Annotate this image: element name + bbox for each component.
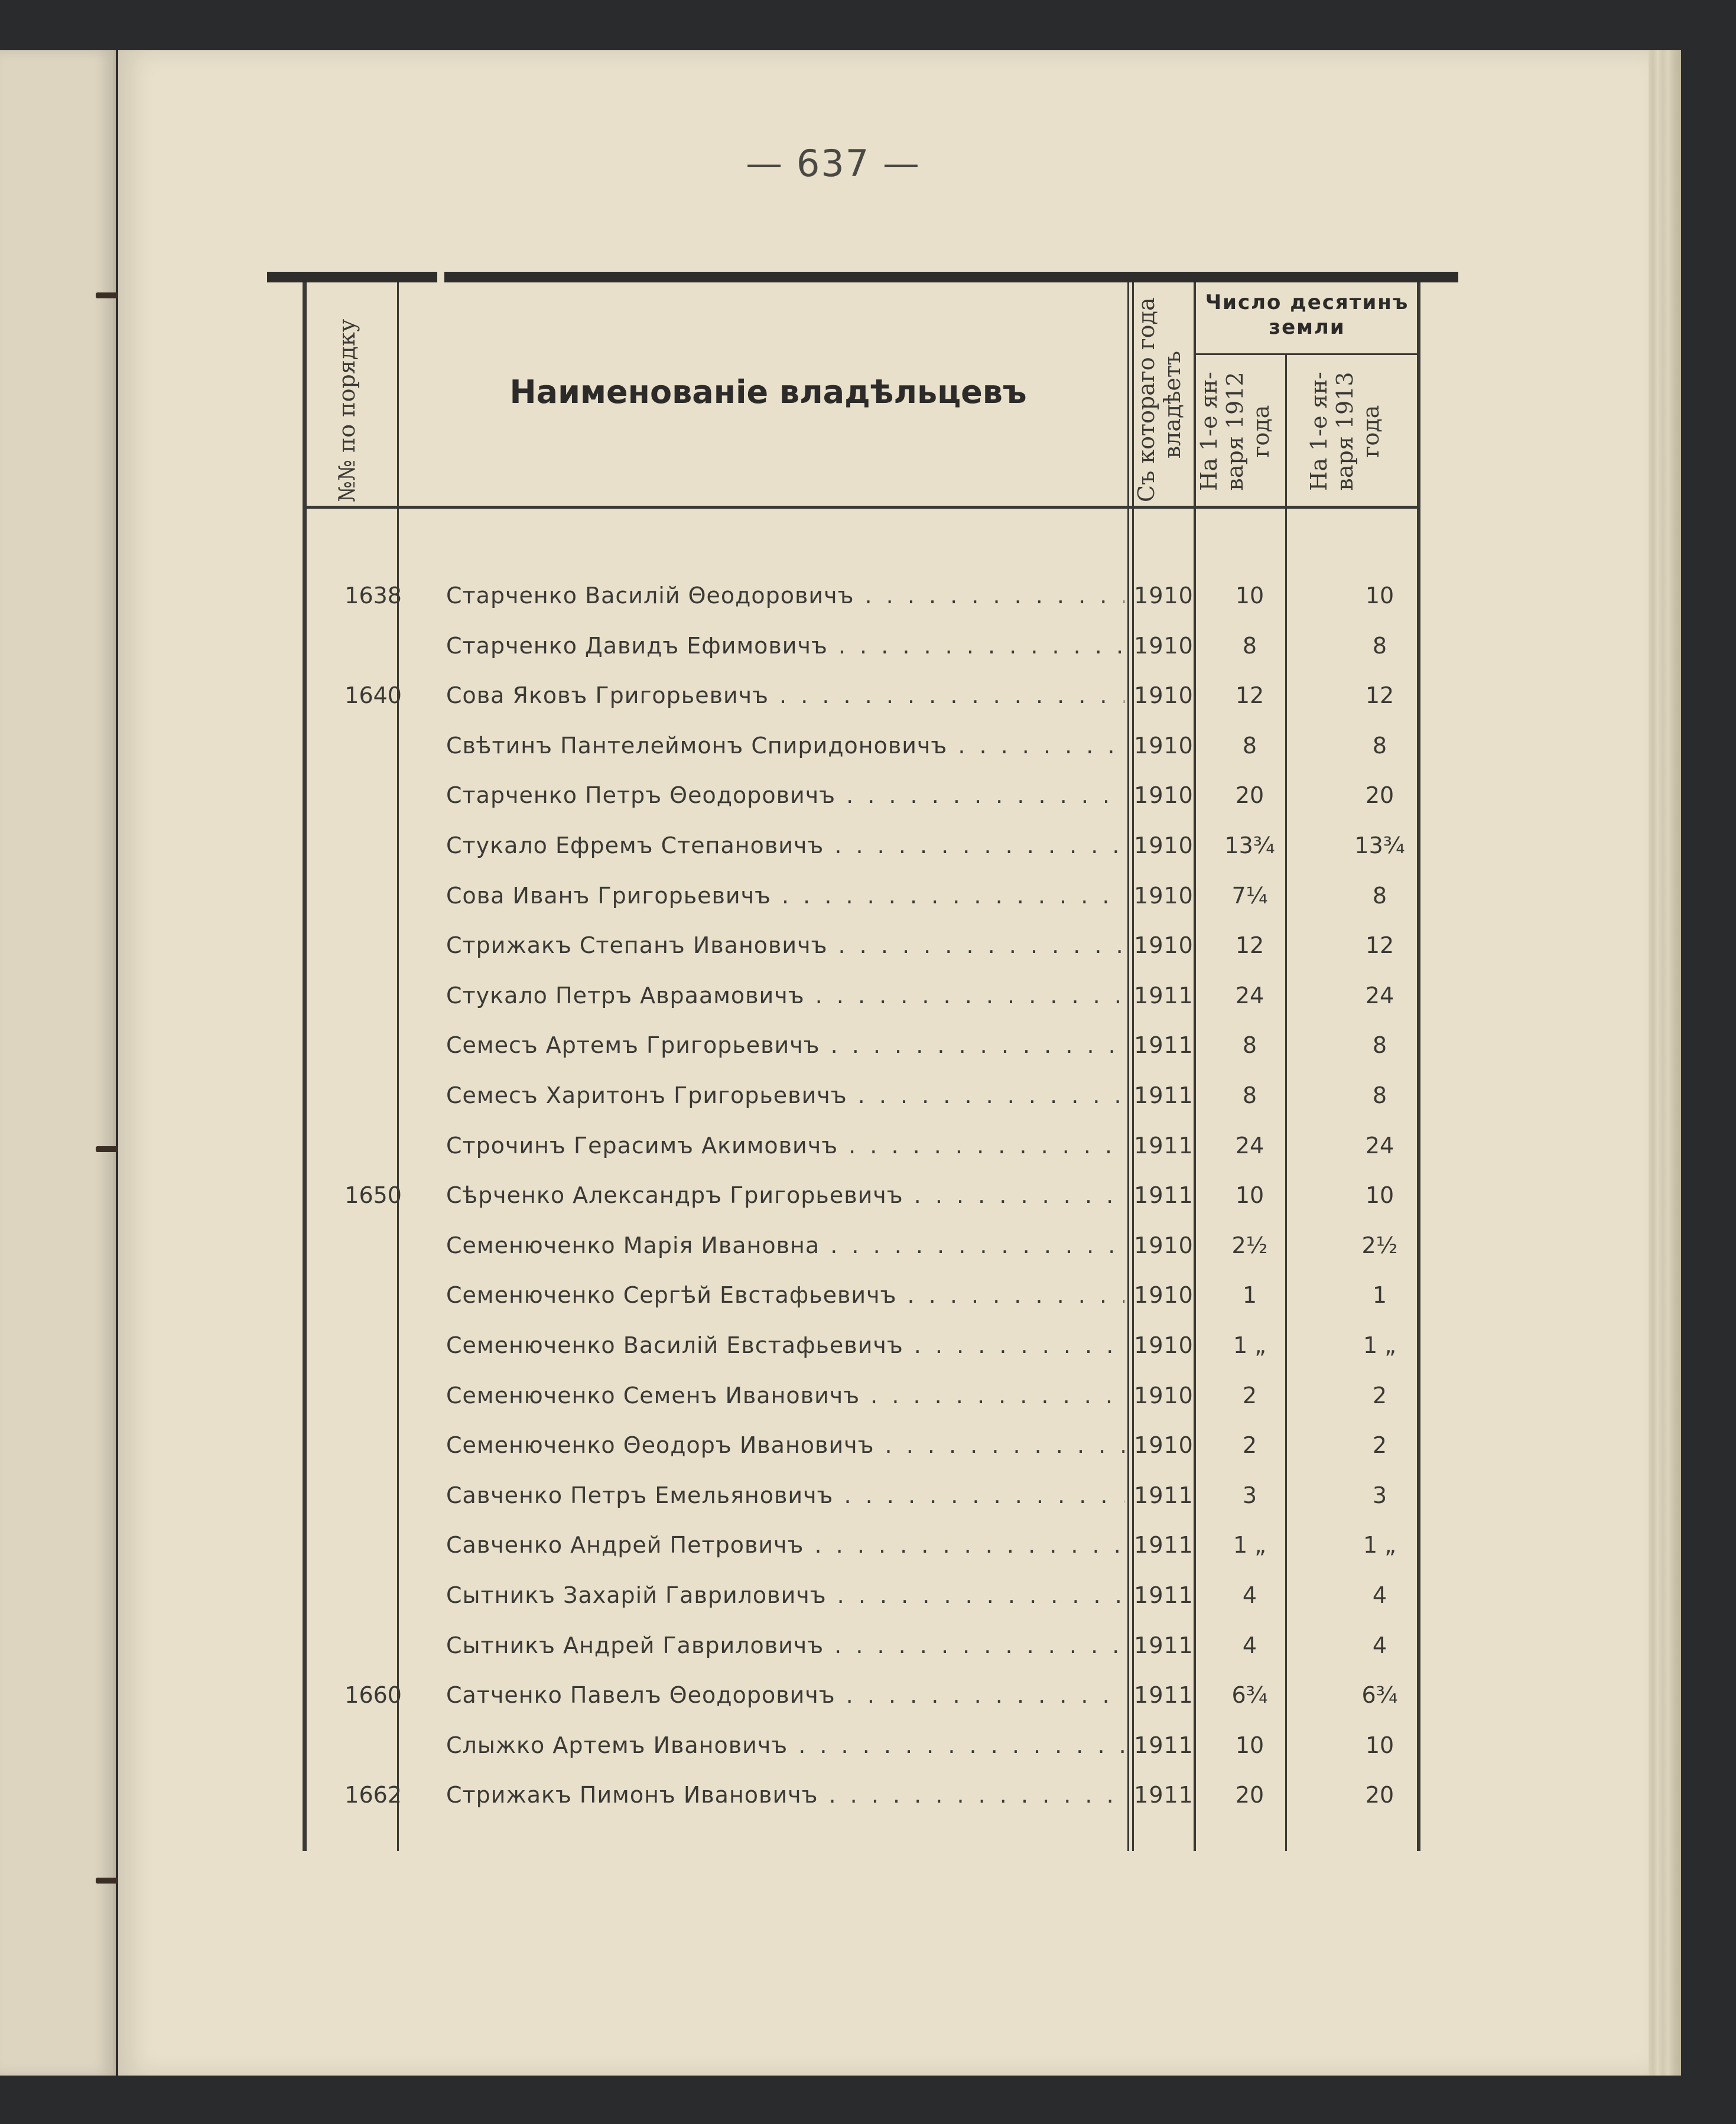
desyatins-1913: 1 „ [1363,1332,1396,1358]
owner-name: Семесъ Артемъ Григорьевичъ . . . [446,1032,1124,1058]
table-row [0,1320,1736,1370]
desyatins-1912: 1 „ [1233,1532,1266,1558]
owned-since-year: 1910 [1134,832,1194,858]
desyatins-1912: 20 [1235,782,1264,808]
row-number: 1650 [344,1182,402,1208]
table-row [0,1570,1736,1620]
desyatins-1913: 12 [1365,932,1394,958]
owner-name: Сатченко Павелъ Θеодоровичъ . . . [446,1682,1124,1708]
desyatins-1913: 8 [1372,1032,1387,1058]
owned-since-year: 1910 [1134,733,1194,759]
table-row [0,1071,1736,1120]
group-header-divider [1195,353,1418,355]
desyatins-1912: 2½ [1231,1232,1268,1258]
header-1913-line2: варя 1913 [1332,372,1358,491]
header-1912-line2: варя 1912 [1222,372,1248,491]
owned-since-year: 1911 [1134,1632,1194,1658]
owner-name: Семенюченко Василій Евстафьевичъ . . . [446,1332,1124,1358]
desyatins-1912: 10 [1235,583,1264,609]
desyatins-1913: 3 [1372,1482,1387,1508]
owner-name: Савченко Петръ Емельяновичъ . . . [446,1482,1124,1508]
owned-since-year: 1911 [1134,1732,1194,1758]
table-row [0,1170,1736,1220]
table-row [0,1420,1736,1470]
owned-since-year: 1911 [1134,983,1194,1009]
owner-name: Савченко Андрей Петровичъ . . . [446,1532,1124,1558]
desyatins-1913: 1 [1372,1282,1387,1308]
table-row [0,1270,1736,1320]
table-row [0,1770,1736,1820]
desyatins-1913: 2½ [1361,1232,1398,1258]
desyatins-1913: 20 [1365,782,1394,808]
owned-since-year: 1910 [1134,1282,1194,1308]
owned-since-year: 1911 [1134,1082,1194,1108]
table-row [0,1121,1736,1170]
desyatins-1912: 24 [1235,1133,1264,1159]
table-row [0,1720,1736,1770]
owned-since-year: 1910 [1134,932,1194,958]
owner-name: Слыжко Артемъ Ивановичъ . . . [446,1732,1124,1758]
table-row [0,1621,1736,1670]
header-number-col: №№ по порядку [334,318,360,502]
desyatins-1913: 13¾ [1354,832,1405,858]
desyatins-1913: 20 [1365,1782,1394,1808]
desyatins-1912: 1 [1242,1282,1257,1308]
desyatins-1913: 8 [1372,883,1387,909]
owner-name: Стукало Петръ Авраамовичъ . . . [446,983,1124,1009]
table-row [0,1371,1736,1420]
desyatins-1912: 8 [1242,633,1257,659]
owner-name: Семенюченко Сергѣй Евстафьевичъ . . . [446,1282,1124,1308]
owned-since-year: 1910 [1134,1383,1194,1409]
desyatins-1913: 4 [1372,1582,1387,1608]
desyatins-1912: 8 [1242,1032,1257,1058]
desyatins-1912: 12 [1235,682,1264,708]
desyatins-1913: 8 [1372,733,1387,759]
owner-name: Строчинъ Герасимъ Акимовичъ . . . [446,1133,1124,1159]
row-number: 1660 [344,1682,402,1708]
header-1913-line3: года [1358,405,1384,458]
owned-since-year: 1911 [1134,1482,1194,1508]
desyatins-1912: 6¾ [1231,1682,1268,1708]
desyatins-1913: 2 [1372,1383,1387,1409]
page-number: — 637 — [746,142,921,185]
table-row [0,920,1736,970]
table-row [0,971,1736,1020]
desyatins-1912: 8 [1242,733,1257,759]
desyatins-1913: 8 [1372,1082,1387,1108]
table-row [0,871,1736,920]
table-row [0,721,1736,770]
desyatins-1912: 13¾ [1224,832,1275,858]
header-1913-line1: На 1-е ян- [1306,372,1332,491]
desyatins-1912: 2 [1242,1383,1257,1409]
owned-since-year: 1911 [1134,1133,1194,1159]
owned-since-year: 1911 [1134,1682,1194,1708]
header-bottom-rule [303,506,1419,509]
table-row [0,621,1736,671]
row-number: 1640 [344,682,402,708]
binding-thread [96,1878,121,1884]
owner-name: Семенюченко Марія Ивановна . . . [446,1232,1124,1258]
top-rule [267,272,1458,282]
owner-name: Семенюченко Семенъ Ивановичъ . . . [446,1383,1124,1409]
table-row [0,1670,1736,1720]
desyatins-1913: 1 „ [1363,1532,1396,1558]
row-number: 1662 [344,1782,402,1808]
table-row [0,1520,1736,1570]
desyatins-1913: 6¾ [1361,1682,1398,1708]
header-1912-line3: года [1248,405,1274,458]
desyatins-1913: 24 [1365,1133,1394,1159]
owned-since-year: 1910 [1134,1332,1194,1358]
table-row [0,571,1736,620]
table-row [0,770,1736,820]
owner-name: Стрижакъ Степанъ Ивановичъ . . . [446,932,1124,958]
desyatins-1912: 7¼ [1231,883,1268,909]
owned-since-year: 1910 [1134,782,1194,808]
owned-since-year: 1910 [1134,1432,1194,1458]
table-row [0,1221,1736,1270]
owner-name: Стукало Ефремъ Степановичъ . . . [446,832,1124,858]
owner-name: Сѣрченко Александръ Григорьевичъ . . . [446,1182,1124,1208]
rule-gap [437,272,444,282]
owned-since-year: 1911 [1134,1532,1194,1558]
owner-name: Сытникъ Андрей Гавриловичъ . . . [446,1632,1124,1658]
owner-name: Сова Иванъ Григорьевичъ . . . [446,883,1124,909]
desyatins-1913: 10 [1365,1182,1394,1208]
desyatins-1913: 4 [1372,1632,1387,1658]
owned-since-year: 1910 [1134,583,1194,609]
desyatins-1912: 3 [1242,1482,1257,1508]
header-name-col: Наименованіе владѣльцевъ [509,373,1027,411]
desyatins-1913: 2 [1372,1432,1387,1458]
row-number: 1638 [344,583,402,609]
owned-since-year: 1911 [1134,1032,1194,1058]
desyatins-1912: 24 [1235,983,1264,1009]
binding-thread [96,292,121,298]
table-row [0,671,1736,720]
desyatins-1912: 4 [1242,1632,1257,1658]
owned-since-year: 1911 [1134,1182,1194,1208]
header-year-line1: Съ котораго года [1133,297,1159,502]
desyatins-1913: 10 [1365,1732,1394,1758]
table-row [0,1020,1736,1070]
desyatins-1912: 4 [1242,1582,1257,1608]
header-group-line2: земли [1269,315,1345,339]
table-row [0,821,1736,870]
desyatins-1912: 2 [1242,1432,1257,1458]
table-row [0,1471,1736,1520]
owner-name: Старченко Давидъ Ефимовичъ . . . [446,633,1124,659]
owner-name: Семесъ Харитонъ Григорьевичъ . . . [446,1082,1124,1108]
desyatins-1912: 1 „ [1233,1332,1266,1358]
desyatins-1912: 20 [1235,1782,1264,1808]
desyatins-1912: 10 [1235,1182,1264,1208]
header-1912-line1: На 1-е ян- [1196,372,1222,491]
owner-name: Сова Яковъ Григорьевичъ . . . [446,682,1124,708]
owned-since-year: 1910 [1134,883,1194,909]
header-year-line2: владѣетъ [1159,350,1185,459]
owner-name: Старченко Петръ Θеодоровичъ . . . [446,782,1124,808]
desyatins-1913: 12 [1365,682,1394,708]
desyatins-1913: 10 [1365,583,1394,609]
owned-since-year: 1911 [1134,1582,1194,1608]
owner-name: Стрижакъ Пимонъ Ивановичъ . . . [446,1782,1124,1808]
owner-name: Старченко Василій Θеодоровичъ . . . [446,583,1124,609]
owned-since-year: 1910 [1134,682,1194,708]
owner-name: Семенюченко Θеодоръ Ивановичъ . . . [446,1432,1124,1458]
owned-since-year: 1910 [1134,633,1194,659]
desyatins-1913: 8 [1372,633,1387,659]
header-group-line1: Число десятинъ [1205,291,1409,314]
owner-name: Сытникъ Захарій Гавриловичъ . . . [446,1582,1124,1608]
desyatins-1912: 10 [1235,1732,1264,1758]
owned-since-year: 1911 [1134,1782,1194,1808]
desyatins-1913: 24 [1365,983,1394,1009]
owner-name: Свѣтинъ Пантелеймонъ Спиридоновичъ . . . [446,733,1124,759]
owned-since-year: 1910 [1134,1232,1194,1258]
desyatins-1912: 8 [1242,1082,1257,1108]
desyatins-1912: 12 [1235,932,1264,958]
